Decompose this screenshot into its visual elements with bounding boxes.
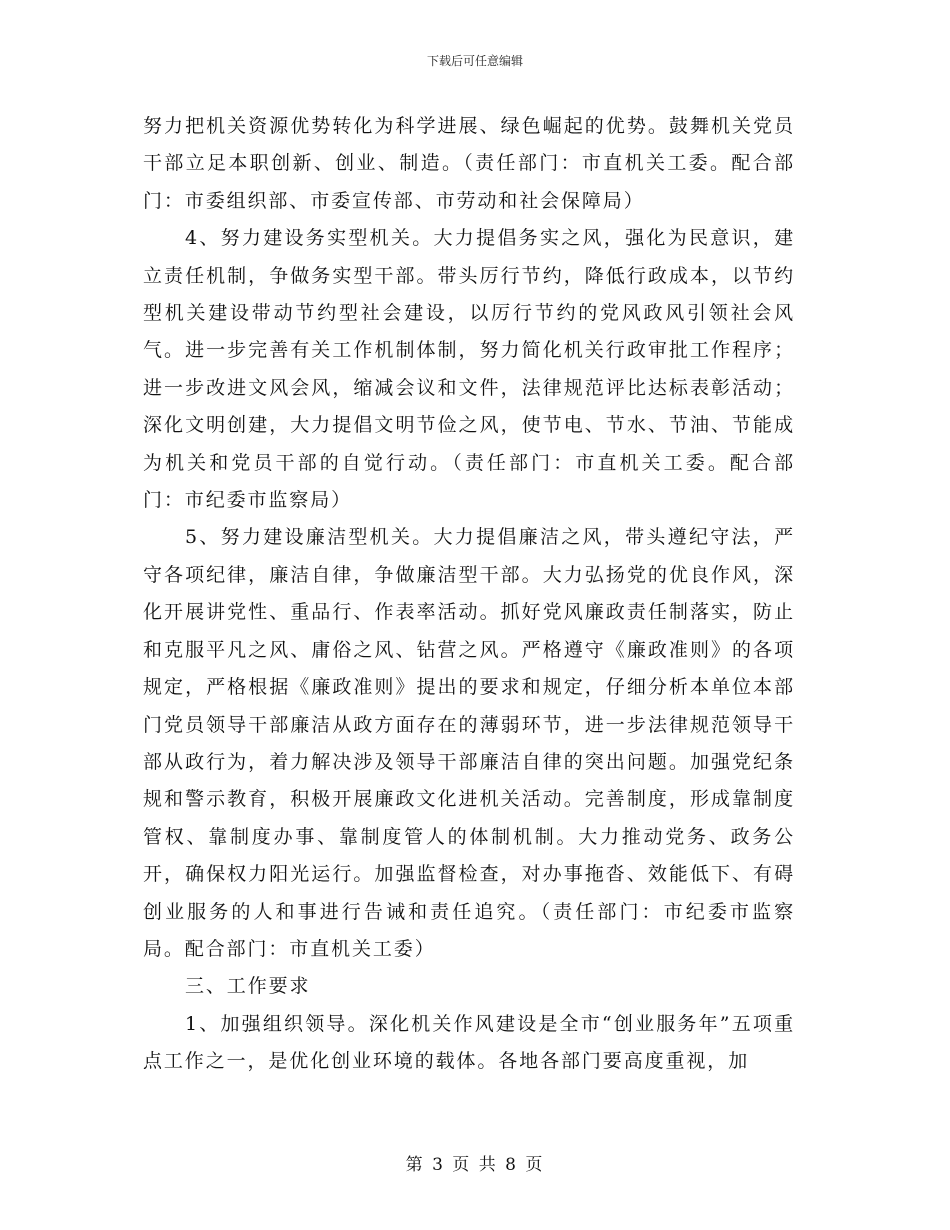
section-heading-work-requirements: 三、工作要求 bbox=[185, 975, 311, 998]
paragraph-continuation: 努力把机关资源优势转化为科学进展、绿色崛起的优势。鼓舞机关党员干部立足本职创新、创业、制造。（责任部门：市直机关工委。配合部门：市委组织部、市委宣传部、市劳动和社会保障局） bbox=[143, 115, 795, 212]
document-body bbox=[143, 108, 795, 1081]
paragraph-requirement-1: 1、加强组织领导。深化机关作风建设是全市“创业服务年”五项重点工作之一，是优化创业环境的载体。各地各部门要高度重视，加 bbox=[143, 1012, 795, 1073]
page-header: 下载后可任意编辑 bbox=[426, 54, 523, 68]
paragraph-item-5: 5、努力建设廉洁型机关。大力提倡廉洁之风，带头遵纪守法，严守各项纪律，廉洁自律，争做廉洁型干部。大力弘扬党的优良作风，深化开展讲党性、重品行、作表率活动。抓好党风廉政责任制落实，防止和克服平凡之风、庸俗之风、钻营之风。严格遵守《廉政准则》的各项规定，严格根据《廉政准则》提出的要求和规定，仔细分析本单位本部门党员领导干部廉洁从政方面存在的薄弱环节，进一步法律规范领导干部从政行为，着力解决涉及领导干部廉洁自律的突出问题。加强党纪条规和警示教育，积极开展廉政文化进机关活动。完善制度，形成靠制度管权、靠制度办事、靠制度管人的体制机制。大力推动党务、政务公开，确保权力阳光运行。加强监督检查，对办事拖沓、效能低下、有碍创业服务的人和事进行告诫和责任追究。（责任部门：市纪委市监察局。配合部门：市直机关工委） bbox=[143, 526, 795, 960]
paragraph-item-4: 4、努力建设务实型机关。大力提倡务实之风，强化为民意识，建立责任机制，争做务实型干部。带头厉行节约，降低行政成本，以节约型机关建设带动节约型社会建设，以厉行节约的党风政风引领社会风气。进一步完善有关工作机制体制，努力简化机关行政审批工作程序；进一步改进文风会风，缩减会议和文件，法律规范评比达标表彰活动；深化文明创建，大力提倡文明节俭之风，使节电、节水、节油、节能成为机关和党员干部的自觉行动。（责任部门：市直机关工委。配合部门：市纪委市监察局） bbox=[143, 227, 795, 512]
page-number-footer: 第 3 页 共 8 页 bbox=[405, 1155, 545, 1175]
